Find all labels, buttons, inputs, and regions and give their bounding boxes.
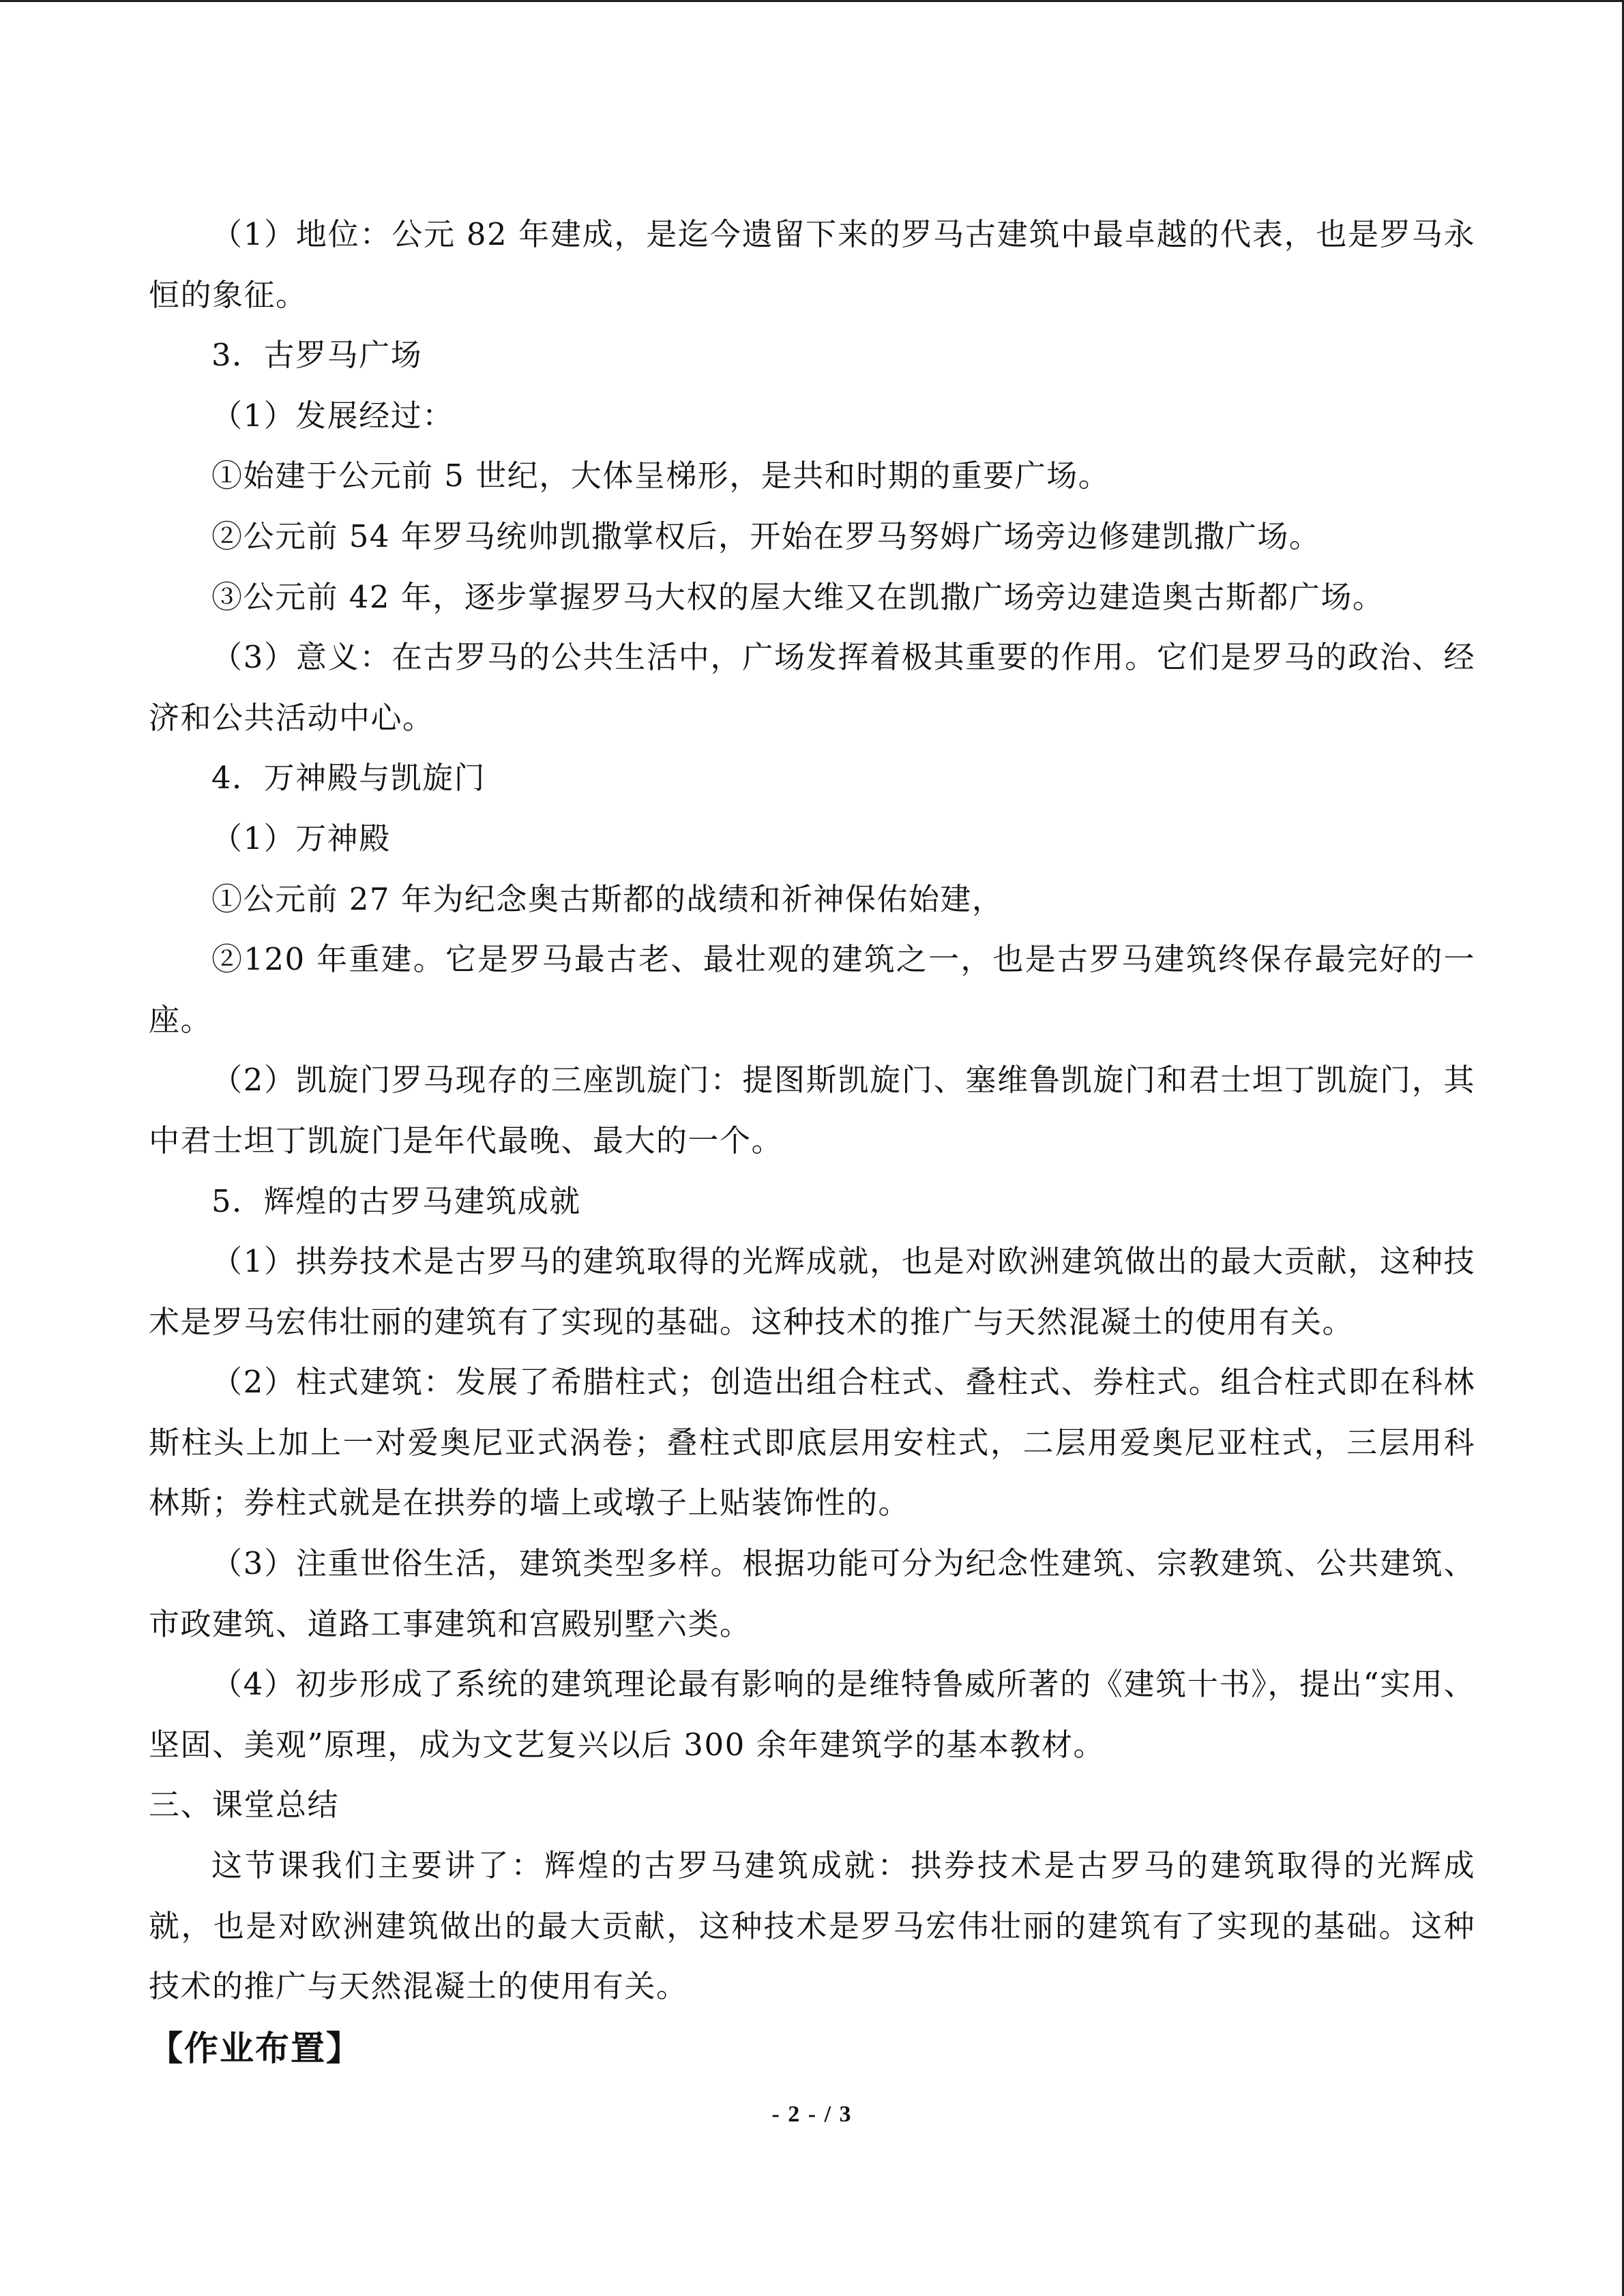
paragraph-colosseum-status: （1）地位：公元 82 年建成，是迄今遗留下来的罗马古建筑中最卓越的代表，也是罗马永恒的象征。 [149, 216, 1475, 313]
section-heading-achievements: 5．辉煌的古罗马建筑成就 [211, 1182, 581, 1219]
list-item-forum-3: ③公元前 42 年，逐步掌握罗马大权的屋大维又在凯撒广场旁边建造奥古斯都广场。 [211, 578, 1385, 615]
section-heading-roman-forum: 3．古罗马广场 [211, 337, 423, 374]
list-item-forum-1: ①始建于公元前 5 世纪，大体呈梯形，是共和时期的重要广场。 [211, 458, 1110, 494]
paragraph-forum-significance: （3）意义：在古罗马的公共生活中，广场发挥着极其重要的作用。它们是罗马的政治、经济和公共活动中心。 [149, 639, 1475, 736]
subheading-development: （1）发展经过： [211, 397, 454, 434]
page-border-top [0, 0, 1624, 2]
section-heading-class-summary: 三、课堂总结 [149, 1787, 340, 1823]
section-heading-pantheon-arches: 4．万神殿与凯旋门 [211, 760, 486, 796]
subheading-pantheon: （1）万神殿 [211, 820, 391, 856]
paragraph-triumphal-arches: （2）凯旋门罗马现存的三座凯旋门：提图斯凯旋门、塞维鲁凯旋门和君士坦丁凯旋门，其中君士坦丁凯旋门是年代最晚、最大的一个。 [149, 1062, 1475, 1159]
paragraph-class-summary: 这节课我们主要讲了：辉煌的古罗马建筑成就：拱券技术是古罗马的建筑取得的光辉成就，也是对欧洲建筑做出的最大贡献，这种技术是罗马宏伟壮丽的建筑有了实现的基础。这种技术的推广与天然混凝土的使用有关。 [149, 1847, 1475, 2005]
page-number: - 2 - / 3 [771, 2102, 853, 2127]
paragraph-architecture-theory: （4）初步形成了系统的建筑理论最有影响的是维特鲁威所著的《建筑十书》，提出“实用、坚固、美观”原理，成为文艺复兴以后 300 余年建筑学的基本教材。 [149, 1666, 1475, 1763]
paragraph-arch-technique: （1）拱券技术是古罗马的建筑取得的光辉成就，也是对欧洲建筑做出的最大贡献，这种技术是罗马宏伟壮丽的建筑有了实现的基础。这种技术的推广与天然混凝土的使用有关。 [149, 1243, 1475, 1340]
paragraph-building-types: （3）注重世俗生活，建筑类型多样。根据功能可分为纪念性建筑、宗教建筑、公共建筑、市政建筑、道路工事建筑和宫殿别墅六类。 [149, 1545, 1475, 1642]
homework-heading: 【作业布置】 [149, 2028, 361, 2068]
list-item-forum-2: ②公元前 54 年罗马统帅凯撒掌权后，开始在罗马努姆广场旁边修建凯撒广场。 [211, 518, 1321, 554]
list-item-pantheon-2: ②120 年重建。它是罗马最古老、最壮观的建筑之一，也是古罗马建筑终保存最完好的一座。 [149, 941, 1475, 1038]
list-item-pantheon-1: ①公元前 27 年为纪念奥古斯都的战绩和祈神保佑始建， [211, 880, 1004, 917]
document-body [149, 205, 1475, 2080]
paragraph-column-orders: （2）柱式建筑：发展了希腊柱式；创造出组合柱式、叠柱式、券柱式。组合柱式即在科林斯柱头上加上一对爱奥尼亚式涡卷；叠柱式即底层用安柱式，二层用爱奥尼亚柱式，三层用科林斯；券柱式就是在拱券的墙上或墩子上贴装饰性的。 [149, 1364, 1475, 1521]
